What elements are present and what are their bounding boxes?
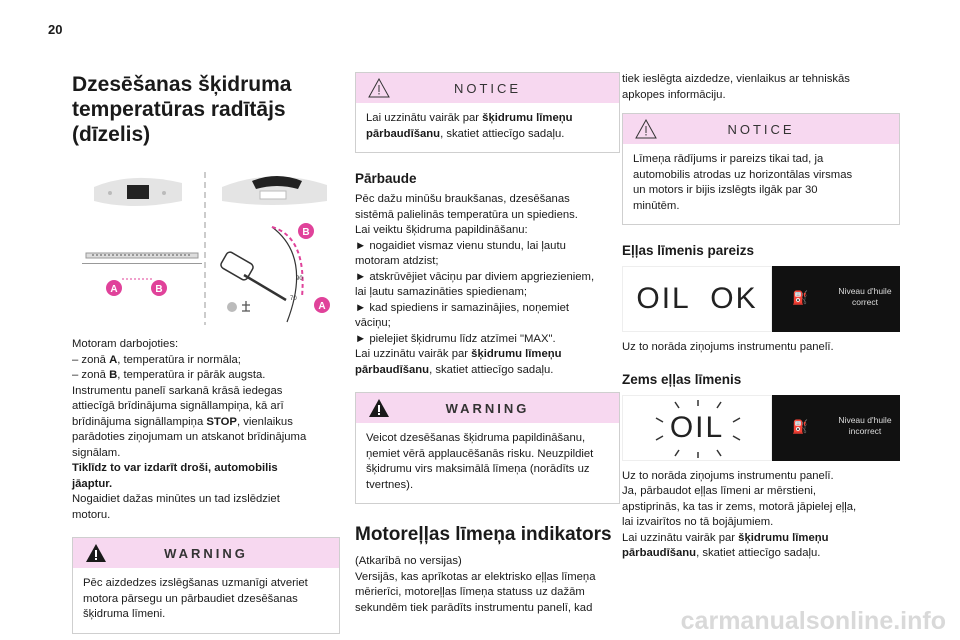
column-3 xyxy=(622,72,900,562)
coolant-description: Motoram darbojoties: – zonā A, temperatūra ir normāla; – zonā B, temperatūra ir pārāk augsta. Instrumentu panelī sarkanā krāsā iedegas attiecīgā brīdinājuma signāllampiņa, kā arī brīdinājuma signāllampiņa STOP, vienlaikus parādoties ziņojumam un atskanot brīdinājuma signālam. Tiklīdz to var izdarīt droši, automobilis jāaptur. Nogaidiet dažas minūtes un tad izslēdziet motoru. xyxy=(72,338,307,521)
notice-icon xyxy=(635,119,657,139)
oil-ok-display: OIL OK ⛽ Niveau d'huile correct xyxy=(622,266,900,332)
svg-text:B: B xyxy=(302,227,310,238)
col3-intro: tiek ieslēgta aizdedze, vienlaikus ar tehniskās apkopes informāciju. xyxy=(622,73,850,101)
watermark-footer: carmanualsonline.info xyxy=(680,607,946,635)
oil-can-icon: ⛽ xyxy=(792,290,809,305)
warning-icon xyxy=(368,398,390,418)
notice-box-levels: NOTICE Lai uzzinātu vairāk par šķidrumu līmeņu pārbaudīšanu, skatiet attiecīgo sadaļu. xyxy=(355,72,620,153)
section-title-coolant: Dzesēšanas šķidruma temperatūras radītājs (dīzelis) xyxy=(72,73,292,146)
oil-low-display: OIL ⛽ Niveau d'huile incorrect xyxy=(622,395,900,461)
coolant-gauge-illustration xyxy=(72,167,330,327)
notice-icon xyxy=(368,78,390,98)
svg-text:A: A xyxy=(110,284,118,295)
oil-ok-title: Eļļas līmenis pareizs xyxy=(622,243,755,258)
oil-low-title: Zems eļļas līmenis xyxy=(622,371,742,387)
warning-icon xyxy=(85,543,107,563)
column-2 xyxy=(355,72,620,616)
oil-indicator-title: Motoreļļas līmeņa indikators xyxy=(355,524,612,545)
oil-low-text-body: Uz to norāda ziņojums instrumentu panelī. Ja, pārbaudot eļļas līmeni ar mērstieni, apstiprinās, ka tas ir zems, motorā jāpielej eļļa, lai izvairītos no tā bojājumiem. Lai uzzinātu vairāk par šķidrumu līmeņu pārbaudīšanu, skatiet attiecīgo sadaļu. xyxy=(622,469,857,559)
oil-ok-text: OIL OK xyxy=(636,282,758,315)
svg-text:A: A xyxy=(318,301,326,312)
oil-low-text: OIL xyxy=(669,410,725,444)
oil-can-icon: ⛽ xyxy=(792,418,809,434)
notice-box-reading: NOTICE Līmeņa rādījums ir pareizs tikai tad, ja automobilis atrodas uz horizontālas virsmas un motors ir bijis izslēgts ilgāk par 30 minūtēm. xyxy=(622,113,900,225)
svg-text:90: 90 xyxy=(296,276,303,282)
svg-text:B: B xyxy=(155,284,163,295)
check-title: Pārbaude xyxy=(355,171,417,186)
oil-indicator-text: (Atkarībā no versijas) Versijās, kas aprīkotas ar elektrisko eļļas līmeņa mērierīci, motoreļļas līmeņa statuss uz dažām sekundēm tiek parādīts instrumentu panelī, kad xyxy=(355,555,596,614)
warning-box-refill: WARNING Veicot dzesēšanas šķidruma papildināšanu, ņemiet vērā applaucēšanās risku. Neuzpildiet šķidrumu virs maksimālā līmeņa (norādīts uz tvertnes). xyxy=(355,392,620,504)
check-text: Pēc dažu minūšu braukšanas, dzesēšanas sistēmā palielinās temperatūra un spiediens. Lai veiktu šķidruma papildināšanu: ► nogaidiet vismaz vienu stundu, lai ļautu motoram atdzist; ► atskrūvējiet vāciņu par diviem apgriezieniem, lai ļautu samazināties spiedienam; ► kad spiediens ir samazinājies, noņemiet vāciņu; ► pielejiet šķidrumu līdz atzīmei "MAX". Lai uzzinātu vairāk par šķidrumu līmeņu pārbaudīšanu, skatiet attiecīgo sadaļu. xyxy=(355,193,595,376)
oil-ok-caption: Uz to norāda ziņojums instrumentu panelī. xyxy=(622,341,834,353)
page-number: 20 xyxy=(48,22,63,37)
warning-box-coolant: WARNING Pēc aizdedzes izslēgšanas uzmanīgi atveriet motora pārsegu un pārbaudiet dzesēšanas šķidruma līmeni. xyxy=(72,537,340,634)
column-1 xyxy=(72,72,340,634)
svg-text:70: 70 xyxy=(290,296,297,302)
